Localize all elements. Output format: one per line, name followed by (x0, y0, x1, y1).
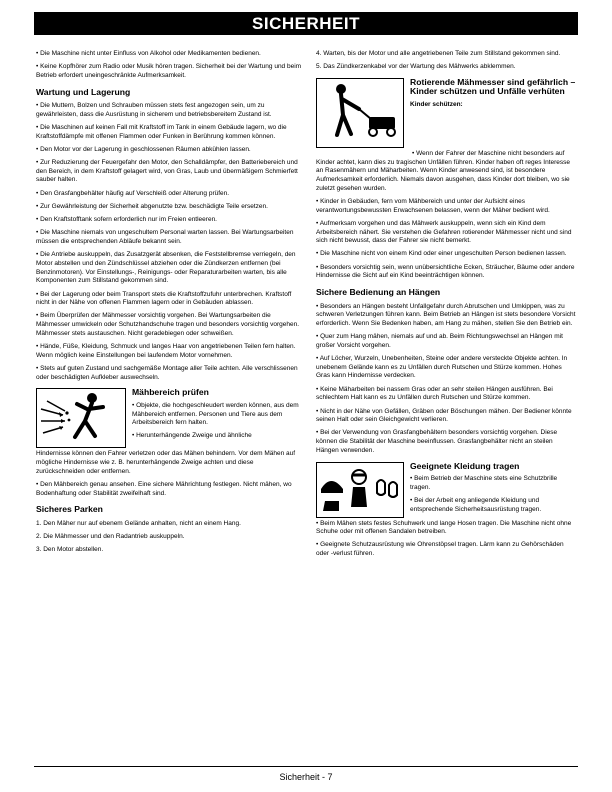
list-item: • Besonders vorsichtig sein, wenn unübersichtliche Ecken, Sträucher, Bäume oder andere Hindernisse die Sicht auf ein Kind beeinträchtigen können. (316, 263, 575, 280)
list-item: • Auf Löcher, Wurzeln, Unebenheiten, Steine oder andere versteckte Objekte achten. In unebenem Gelände kann es zu Unfällen durch Rutschen und Stürze kommen. Hohes Gras kann Hindernisse verdecken. (316, 355, 568, 380)
list-item: • Keine Mäharbeiten bei nassem Gras oder an sehr steilen Hängen ausführen. Bei schlechtem Halt kann es zu Unfällen durch Rutschen und Stürze kommen. (316, 385, 553, 402)
page-title: SICHERHEIT (252, 14, 360, 33)
list-item: • Den Grasfangbehälter häufig auf Verschleiß oder Alterung prüfen. (36, 189, 230, 197)
list-item: • Zur Reduzierung der Feuergefahr den Motor, den Schalldämpfer, den Batteriebereich und den Bereich, in dem Kraftstoff gelagert wird, von Gras, Laub und übermäßigem Schmierfett sauber halten. (36, 159, 298, 184)
list-item: • Nicht in der Nähe von Gefällen, Gräben oder Böschungen mähen. Der Bediener könnte seinen Halt oder sein Gleichgewicht verlieren. (316, 407, 572, 424)
paragraph: • Wenn der Fahrer der Maschine nicht besonders auf Kinder achtet, kann dies zu tragischen Unfällen führen. Kinder haben oft reges Interesse an Rasenmähern und Mäharbeiten. Wenn Kinder anwesend sind, ist besondere Aufmerksamkeit erforderlich. Niemals davon ausgehen, dass Kinder dort bleiben, wo sie zuletzt gesehen wurden. (316, 149, 571, 192)
left-column (36, 50, 304, 559)
list-item: • Beim Überprüfen der Mähmesser vorsichtig vorgehen. Bei Wartungsarbeiten die Mähmesser umwickeln oder Schutzhandschuhe tragen und besonders vorsichtig vorgehen. Mähmesser stets austauschen. Nicht geradebiegen oder schweißen. (36, 312, 300, 337)
list-item: 2. Die Mähmesser und den Radantrieb auskuppeln. (36, 533, 185, 541)
section-heading-maehbereich: Mähbereich prüfen (132, 387, 209, 398)
kleidung-block (316, 462, 576, 518)
paragraph: • Die Maschine nicht unter Einfluss von Alkohol oder Medikamenten bedienen. (36, 50, 261, 57)
list-item: • Bei der Verwendung von Grasfangbehältern besonders vorsichtig vorgehen. Diese können die Stabilität der Maschine beeinflussen. Grasfangbehälter nicht an steilen Hängen verwenden. (316, 429, 558, 454)
footer-divider (34, 766, 578, 767)
thrown-objects-warning-icon (36, 388, 126, 448)
list-item: 5. Das Zündkerzenkabel vor der Wartung des Mähwerks abklemmen. (316, 63, 516, 71)
section-heading-kinder: Rotierende Mähmesser sind gefährlich – Kinder schützen und Unfälle verhüten (410, 76, 576, 97)
section-heading-kleidung: Geeignete Kleidung tragen (410, 460, 520, 471)
paragraph: Hindernisse können den Fahrer verletzen oder das Mähen behindern. Vor dem Mähen auf mögliche Hindernisse wie z. B. herunterhängende Zweige achten und diese zurückschneiden oder entfernen. (36, 450, 296, 475)
list-item: • Herunterhängende Zweige und ähnliche (132, 432, 252, 440)
list-item: • Beim Mähen stets festes Schuhwerk und lange Hosen tragen. Die Maschine nicht ohne Schuhe oder mit offenen Sandalen betreiben. (316, 519, 572, 536)
list-item: • Zur Gewährleistung der Sicherheit abgenutzte bzw. beschädigte Teile ersetzen. (36, 202, 268, 210)
list-item: • Objekte, die hochgeschleudert werden können, aus dem Mähbereich entfernen. Personen und Tiere aus dem Arbeitsbereich fern halten. (132, 401, 299, 427)
list-item: • Den Kraftstofftank sofern erforderlich nur im Freien entleeren. (36, 216, 217, 224)
list-item: • Die Muttern, Bolzen und Schrauben müssen stets fest angezogen sein, um zu gewährleisten, dass die Ausrüstung in sicherem und betriebsbereitem Zustand ist. (36, 102, 272, 118)
section-heading-parken: Sicheres Parken (36, 504, 103, 515)
list-item: • Die Maschine nicht von einem Kind oder einer ungeschulten Person bedienen lassen. (316, 250, 567, 258)
list-item: • Bei der Lagerung oder beim Transport stets die Kraftstoffzufuhr unterbrechen. Kraftstoff nicht in der Nähe von offenen Flammen lagern oder in Gebäuden ablassen. (36, 290, 292, 307)
maehbereich-block (36, 388, 304, 448)
list-item: • Geeignete Schutzausrüstung wie Ohrenstöpsel tragen. Lärm kann zu Gehörschäden oder -verlust führen. (316, 541, 564, 558)
page-footer (0, 772, 612, 782)
protective-gear-icon (316, 462, 404, 518)
right-column (316, 50, 576, 563)
list-item: • Quer zum Hang mähen, niemals auf und ab. Beim Richtungswechsel an Hängen mit großer Vorsicht vorgehen. (316, 333, 563, 349)
list-item: • Die Maschine niemals von ungeschultem Personal warten lassen. Bei Wartungsarbeiten müssen die entsprechenden Abläufe bekannt sein. (36, 229, 294, 245)
list-item: • Stets auf guten Zustand und sachgemäße Montage aller Teile achten. Alle verschlissenen oder beschädigten Aufkleber auswechseln. (36, 364, 298, 381)
list-item: • Aufmerksam vorgehen und das Mähwerk auskuppeln, wenn sich ein Kind dem Arbeitsbereich nähert. Sie verstehen die Gefahren rotierender Mähmesser nicht und sind sich nicht bewusst, dass der Fahrer sie nicht bemerkt. (316, 219, 572, 245)
mower-pushing-child-icon (316, 78, 404, 148)
list-item: • Den Mähbereich genau ansehen. Eine sichere Mährichtung festlegen. Nicht mähen, wo Bodenhaftung oder Stabilität zweifelhaft sind. (36, 480, 292, 497)
section-heading-haengen: Sichere Bedienung an Hängen (316, 287, 441, 298)
list-item: • Bei der Arbeit eng anliegende Kleidung und entsprechende Sicherheitsausrüstung tragen. (410, 496, 542, 513)
kinder-block (316, 78, 576, 148)
list-item: 3. Den Motor abstellen. (36, 546, 104, 554)
subheading-kinder-schuetzen: Kinder schützen: (410, 100, 463, 108)
page-number: Sicherheit - 7 (279, 772, 333, 782)
list-item: • Den Motor vor der Lagerung in geschlossenen Räumen abkühlen lassen. (36, 145, 251, 153)
list-item: • Die Antriebe auskuppeln, das Zusatzgerät absenken, die Feststellbremse verriegeln, den Motor abstellen und den Zündschlüssel abziehen oder die Zündkerzen entfernen (bei Benzinmotoren). Vor Einstellungs-, Reinigungs- oder Reparaturarbeiten warten, bis alle Komponenten zum Stillstand gekommen sind. (36, 251, 296, 285)
paragraph: • Keine Kopfhörer zum Radio oder Musik hören tragen. Sicherheit bei der Wartung und beim Betrieb erfordert uneingeschränkte Aufmerksamkeit. (36, 63, 302, 79)
list-item: • Kinder in Gebäuden, fern vom Mähbereich und unter der Aufsicht eines verantwortungsbewussten Erwachsenen belassen, wenn der Mäher bedient wird. (316, 197, 550, 214)
list-item: • Hände, Füße, Kleidung, Schmuck und langes Haar von angetriebenen Teilen fern halten. Wenn möglich keine Einstellungen bei laufendem Motor vornehmen. (36, 343, 296, 359)
list-item: 4. Warten, bis der Motor und alle angetriebenen Teile zum Stillstand gekommen sind. (316, 50, 561, 57)
list-item: • Besonders an Hängen besteht Unfallgefahr durch Abrutschen und Umkippen, was zu schweren Verletzungen führen kann. Beim Betrieb an Hängen ist stets besondere Vorsicht erforderlich. Wenn Sie Bedenken haben, am Hang zu mähen, stellen Sie den Betrieb ein. (316, 302, 576, 327)
list-item: 1. Den Mäher nur auf ebenem Gelände anhalten, nicht an einem Hang. (36, 519, 241, 527)
section-heading-wartung: Wartung und Lagerung (36, 86, 131, 97)
page-header (34, 12, 578, 35)
list-item: • Beim Betrieb der Maschine stets eine Schutzbrille tragen. (410, 475, 558, 491)
list-item: • Die Maschinen auf keinen Fall mit Kraftstoff im Tank in einem Gebäude lagern, wo die Kraftstoffdämpfe mit offenen Flammen oder Funken in Berührung kommen können. (36, 123, 287, 140)
